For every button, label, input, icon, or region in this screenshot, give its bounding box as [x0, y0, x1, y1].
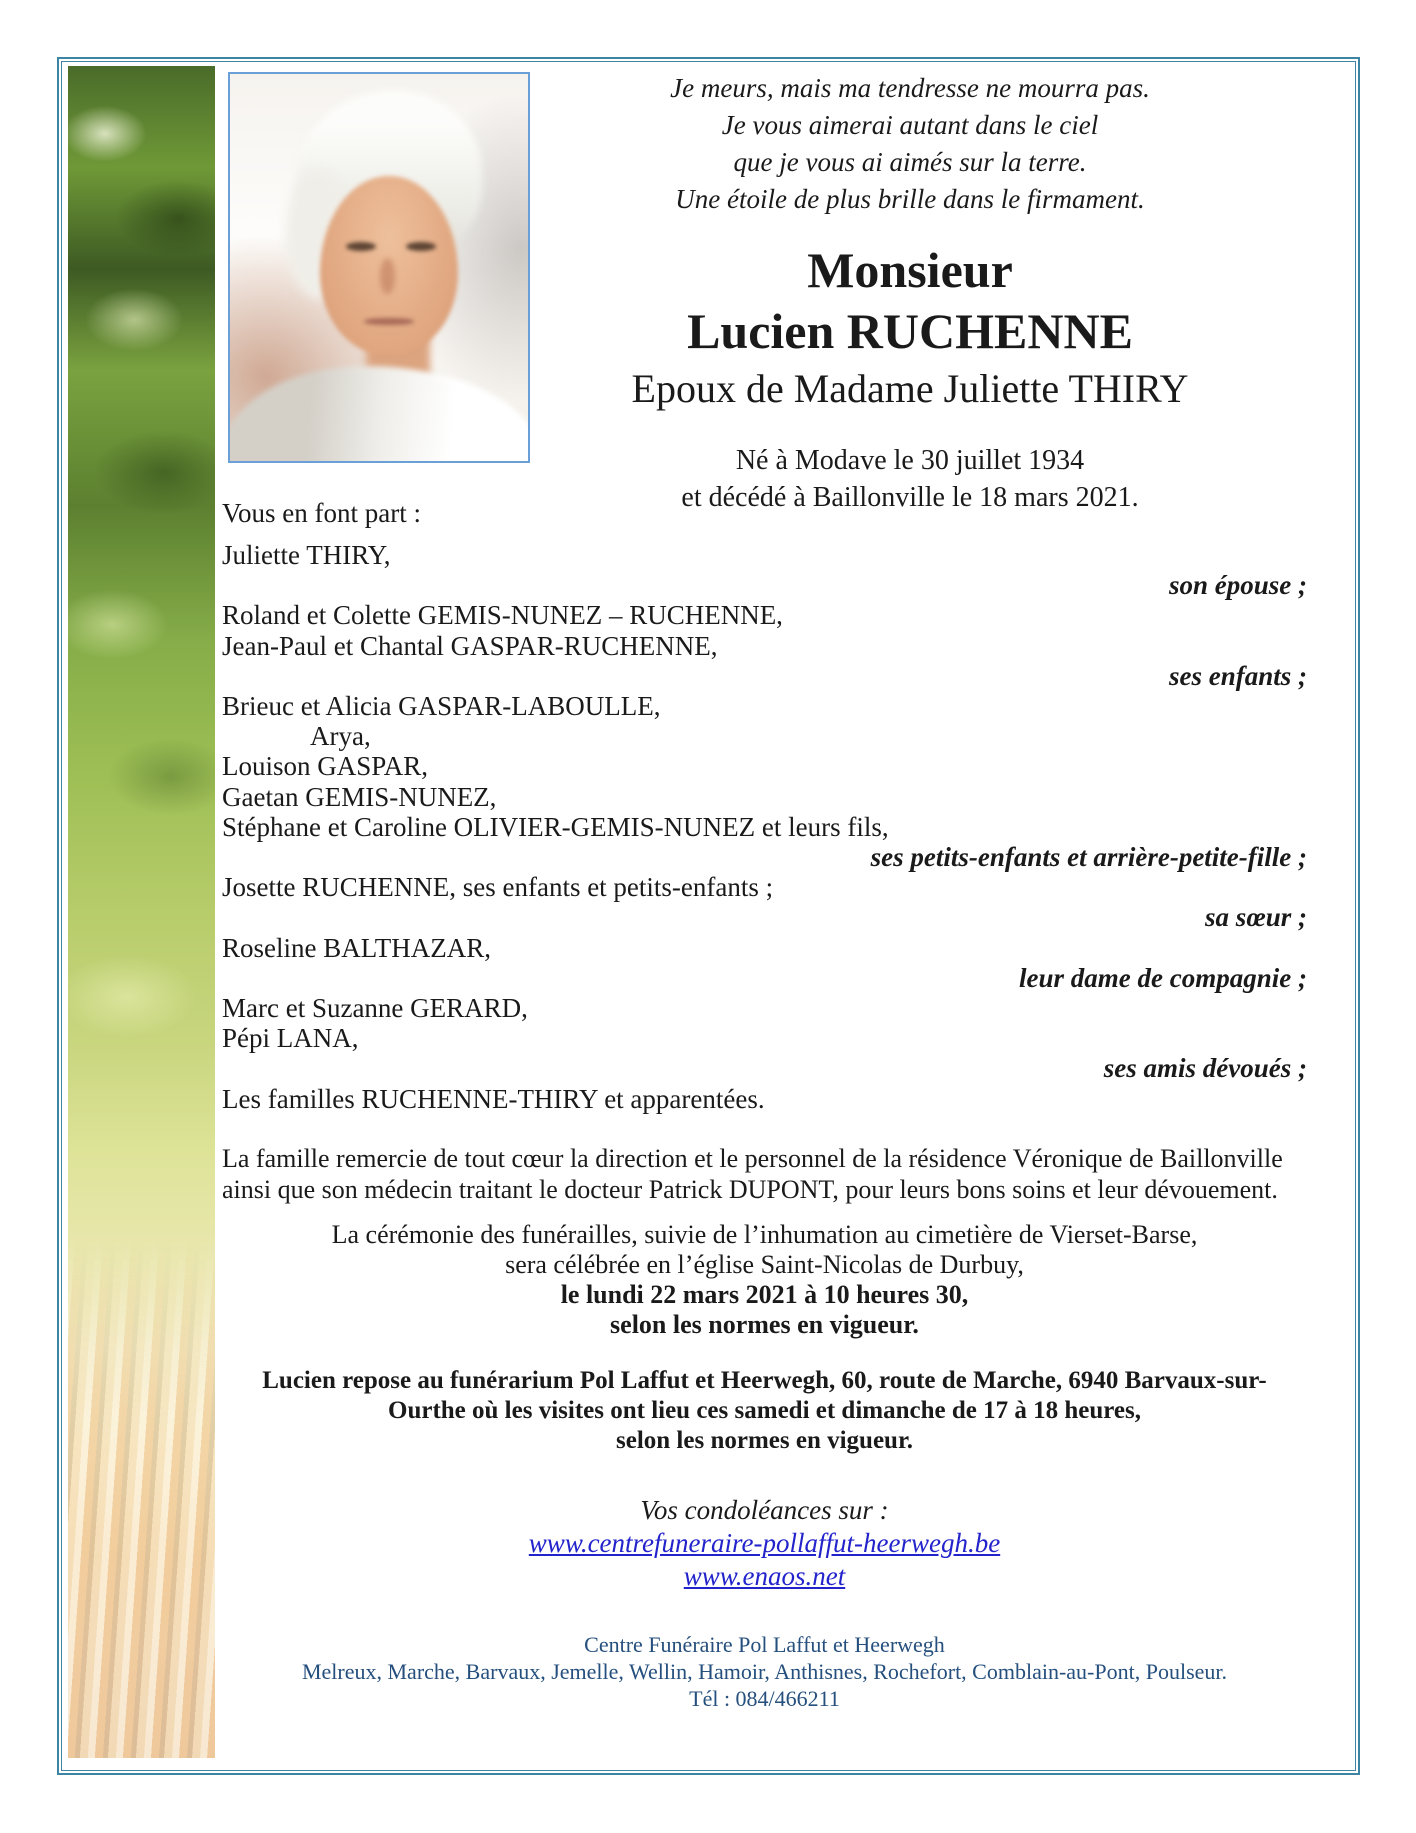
repose-line: Lucien repose au funérarium Pol Laffut et Heerwegh, 60, route de Marche, 6940 Barvaux-sur-: [262, 1367, 1267, 1394]
family-row: Les familles RUCHENNE-THIRY et apparentées.: [222, 1083, 765, 1114]
family-list: [222, 540, 1307, 1114]
portrait-shirt: [228, 366, 530, 463]
relation-label: ses amis dévoués ;: [1103, 1053, 1307, 1084]
announcement-intro: Vous en font part :: [222, 498, 421, 528]
deceased-name: Lucien RUCHENNE: [687, 303, 1133, 359]
ceremony-line: selon les normes en vigueur.: [610, 1310, 919, 1339]
ceremony-line: sera célébrée en l’église Saint-Nicolas de Durbuy,: [505, 1250, 1024, 1279]
spouse-line: Epoux de Madame Juliette THIRY: [631, 366, 1189, 411]
condolences-label: Vos condoléances sur :: [640, 1495, 889, 1525]
family-row: Pépi LANA,: [222, 1023, 359, 1054]
death-line: et décédé à Baillonville le 18 mars 2021.: [681, 482, 1139, 513]
ceremony-line: La cérémonie des funérailles, suivie de l’inhumation au cimetière de Vierset-Barse,: [331, 1220, 1198, 1249]
poem-line: Je meurs, mais ma tendresse ne mourra pas.: [670, 73, 1150, 103]
family-row: Jean-Paul et Chantal GASPAR-RUCHENNE,: [222, 630, 718, 661]
title-block: [535, 240, 1285, 416]
condolence-link[interactable]: www.centrefuneraire-pollaffut-heerwegh.be: [528, 1528, 1001, 1558]
poem-line: Une étoile de plus brille dans le firmament.: [675, 184, 1145, 214]
family-row: Brieuc et Alicia GASPAR-LABOULLE,: [222, 691, 661, 722]
funeral-home-phone: Tél : 084/466211: [689, 1686, 840, 1711]
ceremony-date-time: le lundi 22 mars 2021 à 10 heures 30,: [560, 1280, 969, 1309]
relation-label: son épouse ;: [1168, 570, 1307, 601]
portrait-eye: [406, 242, 436, 251]
family-row: Stéphane et Caroline OLIVIER-GEMIS-NUNEZ et leurs fils,: [222, 811, 889, 842]
family-row: Josette RUCHENNE, ses enfants et petits-enfants ;: [222, 872, 774, 903]
funeral-home-cities: Melreux, Marche, Barvaux, Jemelle, Wellin, Hamoir, Anthisnes, Rochefort, Comblain-au-Pont, Poulseur.: [301, 1659, 1228, 1684]
nature-strip-image: [68, 66, 215, 1758]
announcement-block: [222, 498, 1307, 1114]
ceremony-details: [222, 1220, 1307, 1340]
family-row: Juliette THIRY,: [222, 540, 391, 570]
salutation: Monsieur: [807, 242, 1013, 298]
condolences-block: [222, 1494, 1307, 1593]
condolence-link[interactable]: www.enaos.net: [683, 1561, 846, 1591]
repose-line: selon les normes en vigueur.: [616, 1427, 913, 1454]
portrait-photo: [228, 72, 530, 463]
relation-label: leur dame de compagnie ;: [1019, 962, 1307, 993]
relation-label: ses enfants ;: [1168, 660, 1307, 691]
birth-line: Né à Modave le 30 juillet 1934: [735, 445, 1085, 476]
repose-details: [222, 1366, 1307, 1456]
thanks-paragraph: La famille remercie de tout cœur la direction et le personnel de la résidence Véronique de Baillonville ainsi que son médecin traitant le docteur Patrick DUPONT, pour leurs bons soins et leur dévouement.: [222, 1144, 1283, 1204]
repose-line: Ourthe où les visites ont lieu ces samedi et dimanche de 17 à 18 heures,: [388, 1397, 1141, 1424]
portrait-mouth: [364, 318, 414, 325]
relation-label: ses petits-enfants et arrière-petite-fille ;: [870, 842, 1307, 873]
portrait-nose: [380, 258, 395, 294]
condolence-links: [222, 1527, 1307, 1593]
funeral-home-footer: [222, 1631, 1307, 1712]
family-row: Louison GASPAR,: [222, 751, 429, 782]
funeral-home-name: Centre Funéraire Pol Laffut et Heerwegh: [584, 1632, 945, 1657]
family-row: Marc et Suzanne GERARD,: [222, 993, 528, 1024]
family-row: Roseline BALTHAZAR,: [222, 932, 491, 963]
family-row: Roland et Colette GEMIS-NUNEZ – RUCHENNE,: [222, 600, 783, 631]
family-row: Gaetan GEMIS-NUNEZ,: [222, 781, 497, 812]
memorial-poem: [535, 70, 1285, 218]
portrait-eye: [346, 242, 376, 251]
family-row: Arya,: [310, 721, 371, 752]
relation-label: sa sœur ;: [1204, 902, 1307, 933]
poem-line: que je vous ai aimés sur la terre.: [733, 147, 1087, 177]
poem-line: Je vous aimerai autant dans le ciel: [721, 110, 1099, 140]
